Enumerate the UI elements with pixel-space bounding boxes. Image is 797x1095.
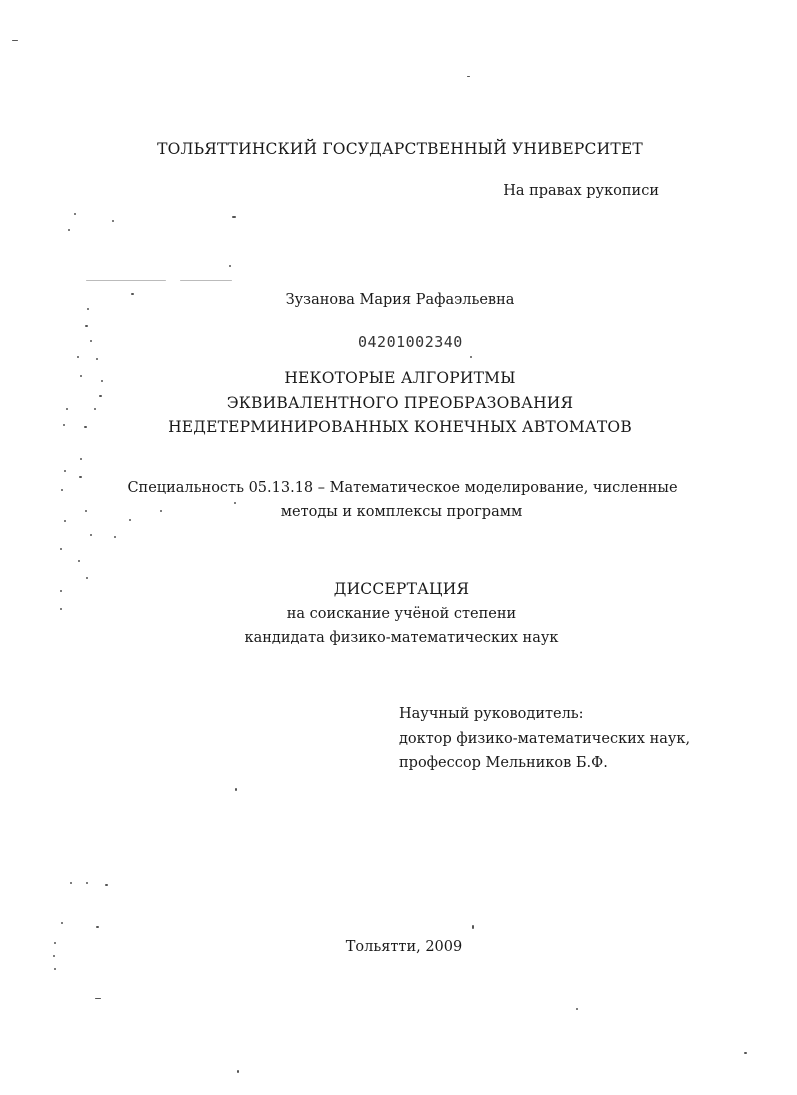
dissertation-heading: ДИССЕРТАЦИЯ xyxy=(333,580,470,598)
specialty-line-1: Специальность 05.13.18 – Математическое моделирование, численные xyxy=(127,480,678,496)
scan-speck xyxy=(90,340,92,342)
scan-speck xyxy=(96,358,98,360)
scan-speck xyxy=(53,955,55,957)
scan-speck xyxy=(86,280,166,281)
scan-speck xyxy=(60,548,62,550)
university-name: ТОЛЬЯТТИНСКИЙ ГОСУДАРСТВЕННЫЙ УНИВЕРСИТЕТ xyxy=(157,140,643,158)
scan-speck xyxy=(472,925,474,929)
scan-speck xyxy=(85,325,88,327)
degree-field-line: кандидата физико-математических наук xyxy=(244,630,559,646)
scan-speck xyxy=(131,293,134,295)
scan-speck xyxy=(70,882,72,884)
title-line-2: ЭКВИВАЛЕНТНОГО ПРЕОБРАЗОВАНИЯ xyxy=(226,394,574,412)
scan-speck xyxy=(85,510,87,512)
scan-speck xyxy=(576,1008,578,1010)
registration-code: 04201002340 xyxy=(358,333,463,351)
scan-speck xyxy=(99,395,102,397)
degree-line: на соискание учёной степени xyxy=(286,606,517,622)
scan-speck xyxy=(235,788,237,791)
scan-speck xyxy=(64,470,66,472)
title-line-3: НЕДЕТЕРМИНИРОВАННЫХ КОНЕЧНЫХ АВТОМАТОВ xyxy=(168,418,632,436)
scan-speck xyxy=(77,356,79,358)
scan-speck xyxy=(96,926,99,928)
scan-speck xyxy=(112,220,114,222)
scan-speck xyxy=(229,265,231,267)
scan-speck xyxy=(129,519,131,521)
scan-speck xyxy=(87,308,89,310)
scan-speck xyxy=(60,608,62,610)
scan-speck xyxy=(12,40,18,41)
scan-speck xyxy=(61,489,63,491)
scan-speck xyxy=(114,536,116,538)
scan-speck xyxy=(60,590,62,592)
scan-speck xyxy=(80,458,82,460)
scan-speck xyxy=(470,356,472,358)
scan-speck xyxy=(94,408,96,410)
scan-speck xyxy=(105,884,108,886)
specialty-line-2: методы и комплексы программ xyxy=(280,504,523,520)
scan-speck xyxy=(74,213,76,215)
scan-speck xyxy=(234,502,236,504)
scan-speck xyxy=(95,998,101,999)
supervisor-label: Научный руководитель: xyxy=(399,706,584,722)
scan-speck xyxy=(101,380,103,382)
scan-speck xyxy=(237,1070,239,1073)
scan-speck xyxy=(54,968,56,970)
place-and-year: Тольятти, 2009 xyxy=(345,939,463,955)
author-name: Зузанова Мария Рафаэльевна xyxy=(285,292,515,308)
scan-speck xyxy=(61,922,63,924)
scan-speck xyxy=(86,882,88,884)
scan-speck xyxy=(232,216,236,218)
scan-speck xyxy=(63,424,65,426)
scan-speck xyxy=(467,76,470,77)
scan-speck xyxy=(78,560,80,562)
scan-speck xyxy=(180,280,232,281)
scan-speck xyxy=(84,426,87,428)
scan-speck xyxy=(86,577,88,579)
scan-speck xyxy=(64,520,66,522)
title-line-1: НЕКОТОРЫЕ АЛГОРИТМЫ xyxy=(284,369,516,387)
supervisor-name: профессор Мельников Б.Ф. xyxy=(399,755,608,771)
scan-speck xyxy=(80,375,82,377)
scan-speck xyxy=(68,229,70,231)
supervisor-degree: доктор физико-математических наук, xyxy=(399,731,691,747)
scan-speck xyxy=(79,476,82,478)
scan-speck xyxy=(54,942,56,944)
scan-speck xyxy=(66,408,68,410)
scan-speck xyxy=(160,510,162,512)
scan-speck xyxy=(90,534,92,536)
rights-note: На правах рукописи xyxy=(503,183,659,199)
scan-speck xyxy=(744,1052,747,1054)
